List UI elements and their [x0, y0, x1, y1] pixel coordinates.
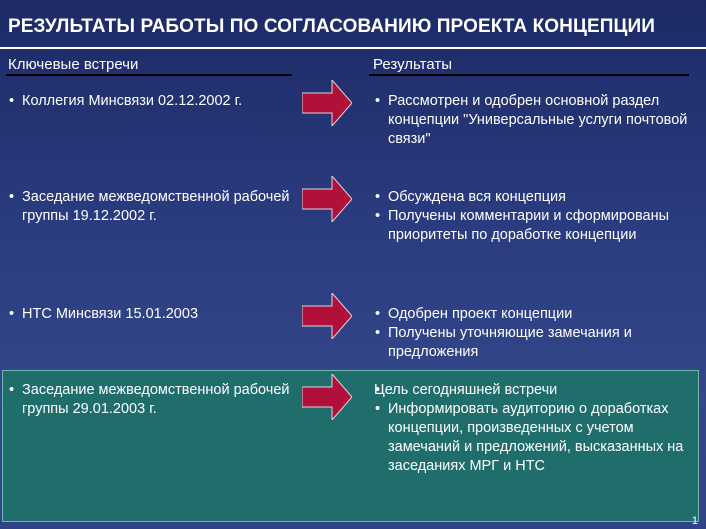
meeting-item: • Коллегия Минсвязи 02.12.2002 г.	[8, 92, 298, 111]
column-header-meetings: Ключевые встречи	[8, 56, 139, 73]
page-number: 1	[691, 515, 698, 527]
arrow-right-icon	[302, 176, 352, 222]
meetings-underline	[6, 74, 292, 76]
meeting-item: • НТС Минсвязи 15.01.2003	[8, 305, 298, 324]
meeting-cell	[8, 92, 298, 111]
slide-title: РЕЗУЛЬТАТЫ РАБОТЫ ПО СОГЛАСОВАНИЮ ПРОЕКТА КОНЦЕПЦИИ	[8, 16, 655, 37]
result-item: • Информировать аудиторию о доработках концепции, произведенных с учетом замечаний и предложений, высказанных на заседаниях МРГ и НТС	[374, 400, 696, 476]
results-cell	[374, 188, 696, 245]
results-cell	[374, 381, 696, 476]
column-header-results: Результаты	[373, 56, 452, 73]
meeting-item: • Заседание межведомственной рабочей группы 29.01.2003 г.	[8, 381, 298, 419]
meeting-cell	[8, 305, 298, 324]
meeting-item: • Заседание межведомственной рабочей группы 19.12.2002 г.	[8, 188, 298, 226]
meeting-cell	[8, 188, 298, 226]
arrow-right-icon	[302, 293, 352, 339]
title-divider	[0, 47, 706, 49]
result-item: • Одобрен проект концепции	[374, 305, 696, 324]
results-cell	[374, 305, 696, 362]
meeting-cell	[8, 381, 298, 419]
results-underline	[369, 74, 689, 76]
result-heading: • Цель сегодняшней встречи	[374, 381, 696, 400]
result-item: • Обсуждена вся концепция	[374, 188, 696, 207]
results-cell	[374, 92, 696, 149]
arrow-right-icon	[302, 374, 352, 420]
result-item: • Рассмотрен и одобрен основной раздел концепции "Универсальные услуги почтовой связи"	[374, 92, 696, 149]
result-item: • Получены комментарии и сформированы приоритеты по доработке концепции	[374, 207, 696, 245]
result-item: • Получены уточняющие замечания и предложения	[374, 324, 696, 362]
arrow-right-icon	[302, 80, 352, 126]
